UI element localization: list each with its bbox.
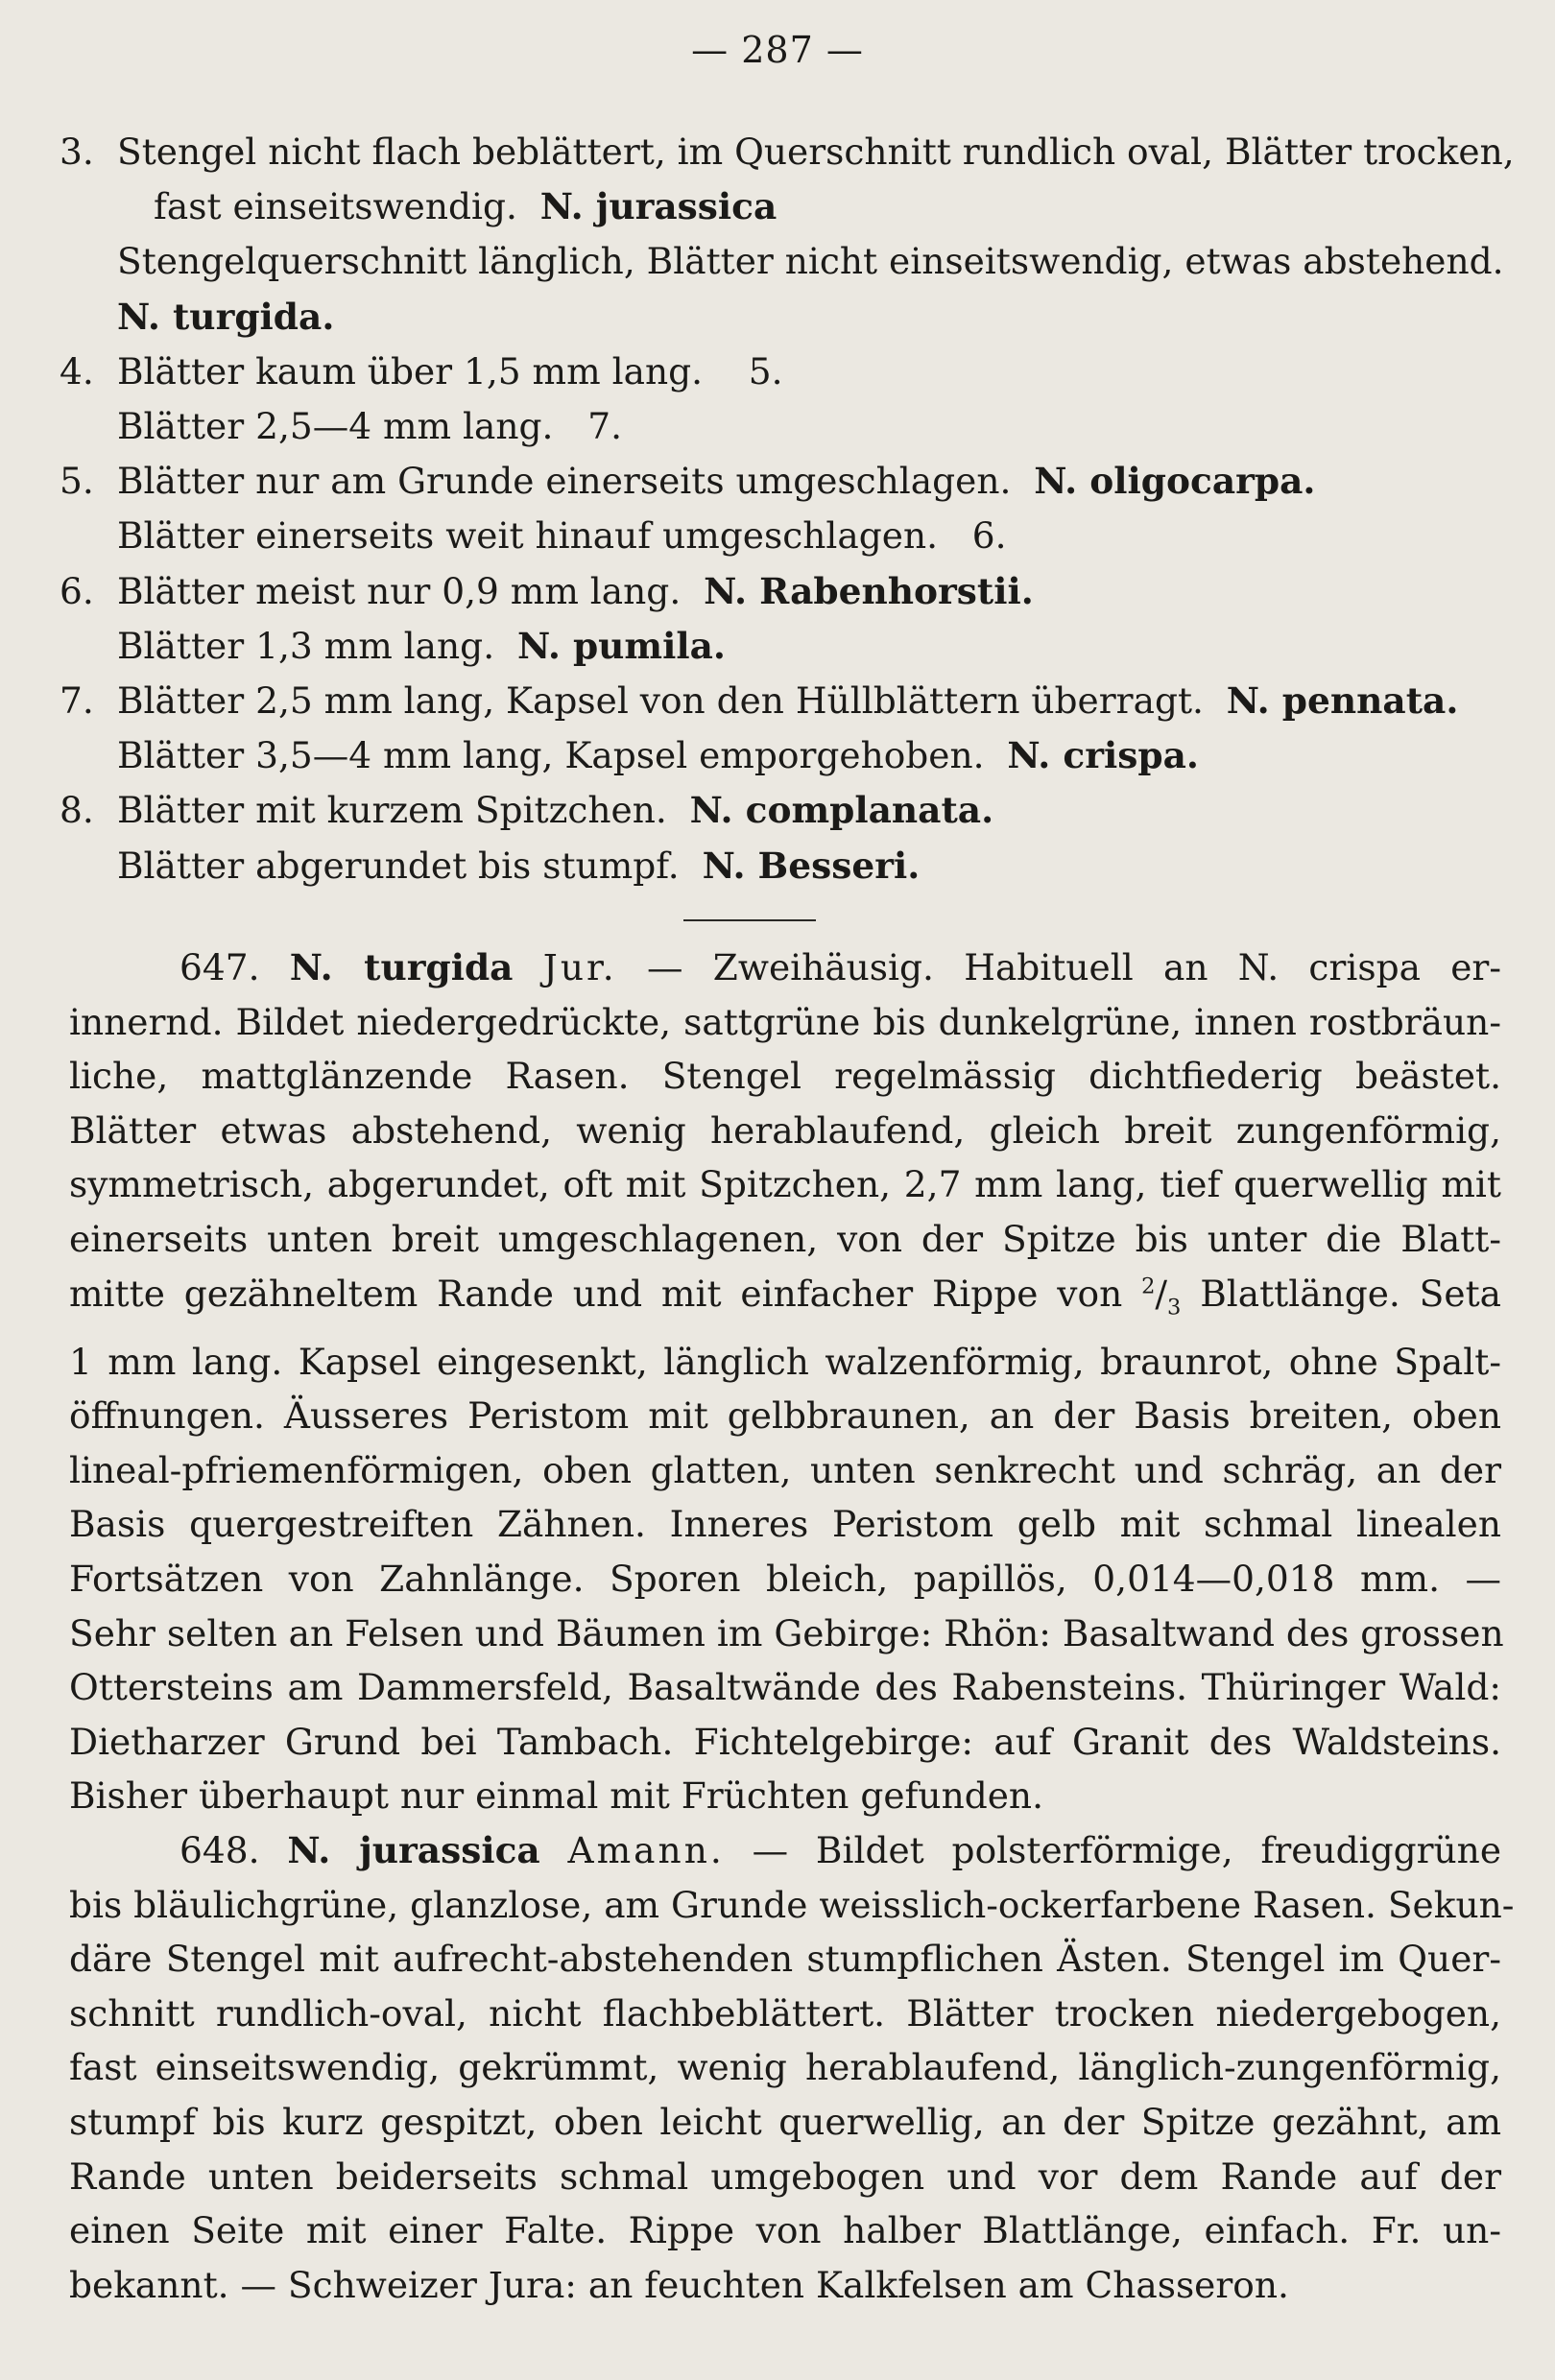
entry-line: Rande unten beiderseits schmal umgebogen und vor dem Rande auf der [69,2154,1501,2198]
entry-line: lineal-pfriemenförmigen, oben glatten, unten senkrecht und schräg, an der [69,1448,1501,1491]
entry-line: innernd. Bildet niedergedrückte, sattgrüne bis dunkelgrüne, innen rostbräun- [69,1000,1501,1043]
entry-line: schnitt rundlich-oval, nicht flachbeblättert. Blätter trocken niedergebogen, [69,1991,1501,2035]
key-line: N. turgida. [117,295,335,338]
entry-line: Blätter etwas abstehend, wenig herablaufend, gleich breit zungenförmig, [69,1108,1501,1152]
key-line: 5. Blätter nur am Grunde einerseits umgeschlagen. N. oligocarpa. [60,460,1316,503]
key-line: 4. Blätter kaum über 1,5 mm lang. 5. [60,349,783,393]
entry-line: öffnungen. Äusseres Peristom mit gelbbraunen, an der Basis breiten, oben [69,1394,1501,1438]
key-line: Blätter einerseits weit hinauf umgeschlagen. 6. [117,514,1007,558]
species-name: N. turgida [289,946,514,988]
key-line: fast einseitswendig. N. jurassica [154,185,778,228]
entry-line: Sehr selten an Felsen und Bäumen im Gebirge: Rhön: Basaltwand des grossen [69,1611,1504,1654]
entry-line: bis bläulichgrüne, glanzlose, am Grunde weisslich-ockerfarbene Rasen. Sekun- [69,1883,1515,1926]
entry-line: liche, mattglänzende Rasen. Stengel regelmässig dichtfiederig beästet. [69,1055,1501,1098]
entry-647-heading-line: 647. N. turgida Jur. — Zweihäusig. Habituell an N. crispa er- [179,946,1502,988]
entry-line: mitte gezähneltem Rande und mit einfacher Rippe von $^2/_3$ Blattlänge. Seta [69,1272,1501,1321]
separator-rule [683,919,816,921]
key-line: Blätter 3,5—4 mm lang, Kapsel emporgehoben. N. crispa. [117,734,1199,777]
identification-key [60,125,1515,893]
page-number: — 287 — [691,29,864,71]
entry-line: Ottersteins am Dammersfeld, Basaltwände des Rabensteins. Thüringer Wald: [69,1666,1501,1709]
key-line: 3. Stengel nicht flach beblättert, im Querschnitt rundlich oval, Blätter trocken, [60,131,1515,173]
entry-648-heading-line: 648. N. jurassica Amann. — Bildet polsterförmige, freudiggrüne [179,1829,1502,1871]
key-line: 8. Blätter mit kurzem Spitzchen. N. complanata. [60,789,994,832]
entry-line: däre Stengel mit aufrecht-abstehenden stumpflichen Ästen. Stengel im Quer- [69,1938,1501,1981]
entry-line: 1 mm lang. Kapsel eingesenkt, länglich walzenförmig, braunrot, ohne Spalt- [69,1340,1501,1383]
key-line: 6. Blätter meist nur 0,9 mm lang. N. Rabenhorstii. [60,569,1034,612]
key-line: Blätter 2,5—4 mm lang. 7. [117,405,623,448]
key-line: Blätter 1,3 mm lang. N. pumila. [117,624,726,667]
entry-line: einen Seite mit einer Falte. Rippe von halber Blattlänge, einfach. Fr. un- [69,2209,1501,2252]
entry-line: bekannt. — Schweizer Jura: an feuchten Kalkfelsen am Chasseron. [69,2263,1289,2306]
entry-line: stumpf bis kurz gespitzt, oben leicht querwellig, an der Spitze gezähnt, am [69,2100,1501,2143]
entry-line: Dietharzer Grund bei Tambach. Fichtelgebirge: auf Granit des Waldsteins. [69,1720,1501,1763]
entry-line: einerseits unten breit umgeschlagenen, von der Spitze bis unter die Blatt- [69,1217,1501,1260]
entry-line: fast einseitswendig, gekrümmt, wenig herablaufend, länglich-zungenförmig, [69,2046,1501,2089]
key-line: Blätter abgerundet bis stumpf. N. Besseri. [117,844,921,887]
key-line: 7. Blätter 2,5 mm lang, Kapsel von den Hüllblättern überragt. N. pennata. [60,679,1459,723]
entry-line: Bisher überhaupt nur einmal mit Früchten gefunden. [69,1774,1044,1818]
entry-line: Basis quergestreiften Zähnen. Inneres Peristom gelb mit schmal linealen [69,1503,1501,1546]
entry-line: symmetrisch, abgerundet, oft mit Spitzchen, 2,7 mm lang, tief querwellig mit [69,1163,1501,1206]
key-line: Stengelquerschnitt länglich, Blätter nicht einseitswendig, etwas abstehend. [117,240,1504,283]
species-name: N. jurassica [287,1829,540,1871]
entry-line: Fortsätzen von Zahnlänge. Sporen bleich, papillös, 0,014—0,018 mm. — [69,1558,1501,1601]
species-descriptions [69,940,1515,2312]
